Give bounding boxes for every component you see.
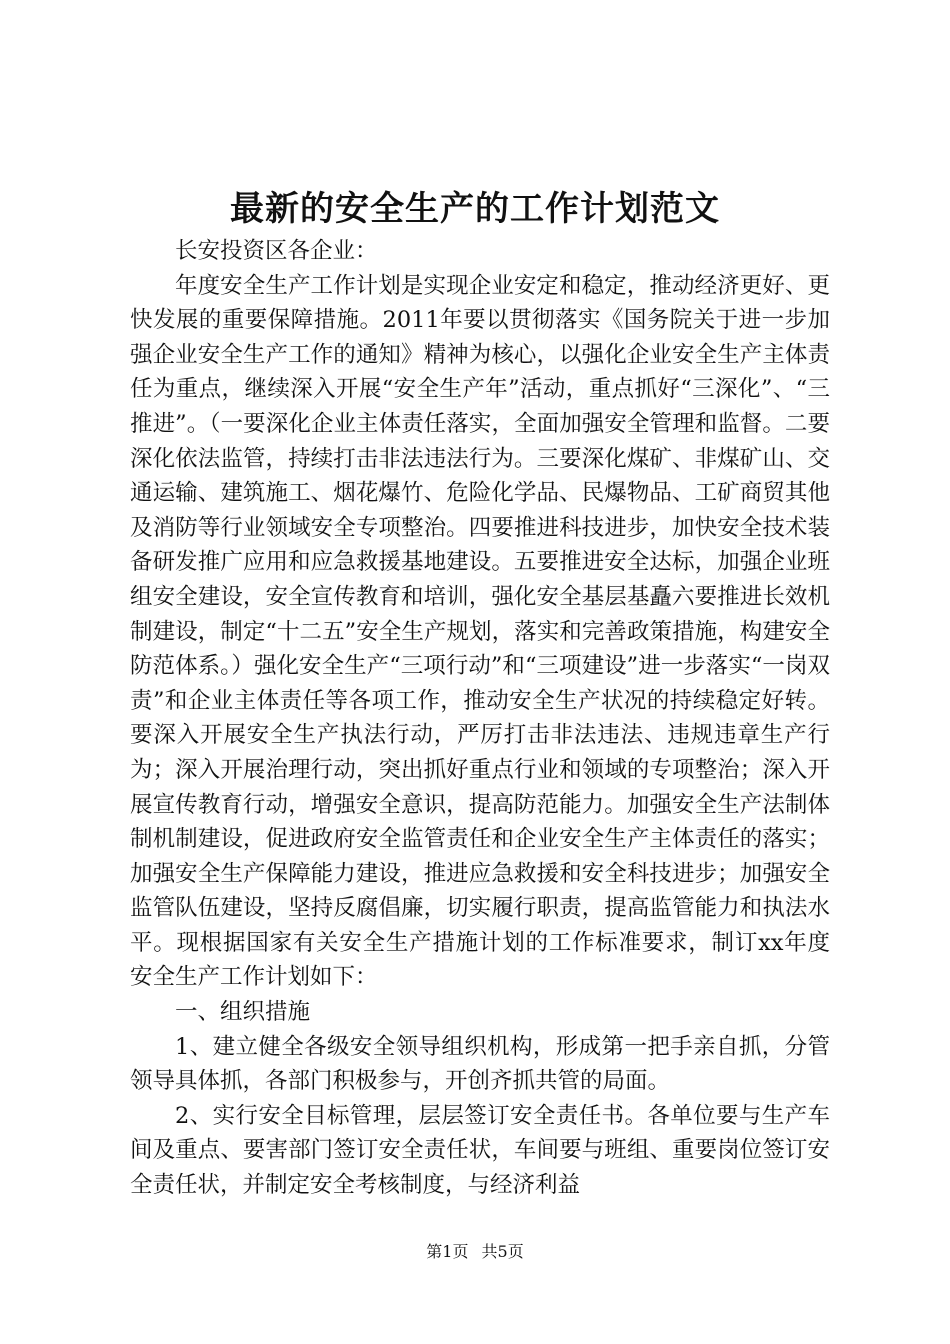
- page-number: 第1页: [426, 1242, 469, 1261]
- page-total: 共5页: [481, 1242, 524, 1261]
- document-body: [130, 234, 830, 1203]
- document-title: 最新的安全生产的工作计划范文: [230, 189, 720, 229]
- intro-paragraph: 年度安全生产工作计划是实现企业安定和稳定，推动经济更好、更快发展的重要保障措施。2011年要以贯彻落实《国务院关于进一步加强企业安全生产工作的通知》精神为核心，以强化企业安全生产主体责任为重点，继续深入开展“安全生产年”活动，重点抓好“三深化”、“三推进”。（一要深化企业主体责任落实，全面加强安全管理和监督。二要深化依法监管，持续打击非法违法行为。三要深化煤矿、非煤矿山、交通运输、建筑施工、烟花爆竹、危险化学品、民爆物品、工矿商贸其他及消防等行业领域安全专项整治。四要推进科技进步，加快安全技术装备研发推广应用和应急救援基地建设。五要推进安全达标，加强企业班组安全建设，安全宣传教育和培训，强化安全基层基矗六要推进长效机制建设，制定“十二五”安全生产规划，落实和完善政策措施，构建安全防范体系。）强化安全生产“三项行动”和“三项建设”进一步落实“一岗双责”和企业主体责任等各项工作，推动安全生产状况的持续稳定好转。要深入开展安全生产执法行动，严厉打击非法违法、违规违章生产行为；深入开展治理行动，突出抓好重点行业和领域的专项整治；深入开展宣传教育行动，增强安全意识，提高防范能力。加强安全生产法制体制机制建设，促进政府安全监管责任和企业安全生产主体责任的落实；加强安全生产保障能力建设，推进应急救援和安全科技进步；加强安全监管队伍建设，坚持反腐倡廉，切实履行职责，提高监管能力和执法水平。现根据国家有关安全生产措施计划的工作标准要求，制订xx年度安全生产工作计划如下：: [130, 272, 830, 991]
- page-footer: [0, 1241, 950, 1263]
- salutation-paragraph: 长安投资区各企业：: [175, 238, 378, 264]
- list-item: 2、实行安全目标管理，层层签订安全责任书。各单位要与生产车间及重点、要害部门签订安全责任状，车间要与班组、重要岗位签订安全责任状，并制定安全考核制度，与经济利益: [130, 1102, 830, 1199]
- section-heading: 一、组织措施: [175, 999, 311, 1026]
- list-item: 1、建立健全各级安全领导组织机构，形成第一把手亲自抓，分管领导具体抓，各部门积极参与，开创齐抓共管的局面。: [130, 1033, 830, 1095]
